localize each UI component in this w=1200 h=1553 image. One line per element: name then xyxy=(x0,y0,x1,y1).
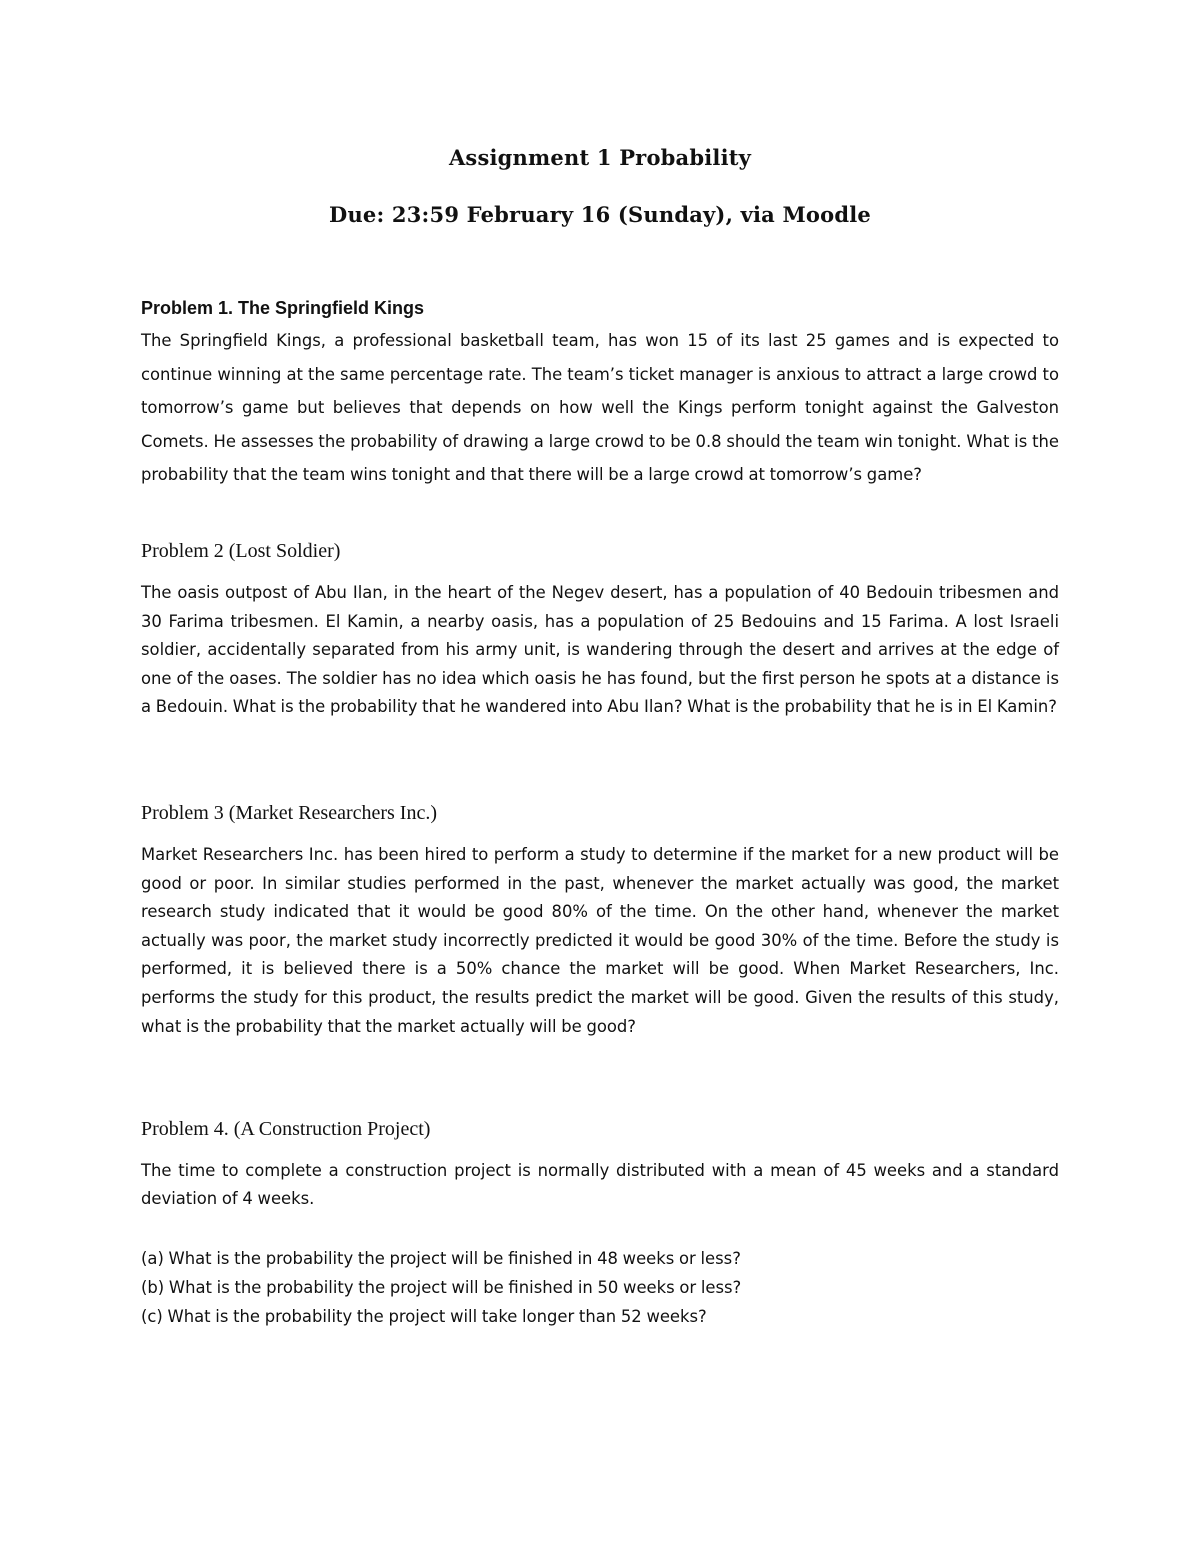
document-title: Assignment 1 Probability xyxy=(448,145,752,170)
problem-4-heading: Problem 4. (A Construction Project) xyxy=(141,1118,431,1140)
problem-1-text: The Springfield Kings, a professional basketball team, has won 15 of its last 25 games and is expected to continue winning at the same percentage rate. The team’s ticket manager is anxious to attract a large crowd to tomorrow’s game but believes that depends on how well the Kings perform tonight against the Galveston Comets. He assesses the probability of drawing a large crowd to be 0.8 should the team win tonight. What is the probability that the team wins tonight and that there will be a large crowd at tomorrow’s game? xyxy=(141,331,1059,485)
problem-4-text: The time to complete a construction project is normally distributed with a mean of 45 weeks and a standard deviation of 4 weeks. xyxy=(141,1161,1059,1208)
problem-1-heading: Problem 1. The Springfield Kings xyxy=(141,298,425,318)
problem-4-question-c: (c) What is the probability the project will take longer than 52 weeks? xyxy=(141,1307,707,1326)
problem-2-heading: Problem 2 (Lost Soldier) xyxy=(141,540,341,562)
problem-4-question-a: (a) What is the probability the project will be finished in 48 weeks or less? xyxy=(141,1249,741,1268)
problem-2-text: The oasis outpost of Abu Ilan, in the heart of the Negev desert, has a population of 40 Bedouin tribesmen and 30 Farima tribesmen. El Kamin, a nearby oasis, has a population of 25 Bedouins and 15 Farima. A lost Israeli soldier, accidentally separated from his army unit, is wandering through the desert and arrives at the edge of one of the oases. The soldier has no idea which oasis he has found, but the first person he spots at a distance is a Bedouin. What is the probability that he wandered into Abu Ilan? What is the probability that he is in El Kamin? xyxy=(141,583,1059,716)
problem-3-text: Market Researchers Inc. has been hired to perform a study to determine if the market for a new product will be good or poor. In similar studies performed in the past, whenever the market actually was good, the market research study indicated that it would be good 80% of the time. On the other hand, whenever the market actually was poor, the market study incorrectly predicted it would be good 30% of the time. Before the study is performed, it is believed there is a 50% chance the market will be good. When Market Researchers, Inc. performs the study for this product, the results predict the market will be good. Given the results of this study, what is the probability that the market actually will be good? xyxy=(141,845,1059,1036)
problem-4-questions xyxy=(141,1244,1059,1331)
problem-3-heading: Problem 3 (Market Researchers Inc.) xyxy=(141,802,437,824)
problem-4-question-b: (b) What is the probability the project will be finished in 50 weeks or less? xyxy=(141,1278,742,1297)
due-date: Due: 23:59 February 16 (Sunday), via Moodle xyxy=(329,202,871,227)
